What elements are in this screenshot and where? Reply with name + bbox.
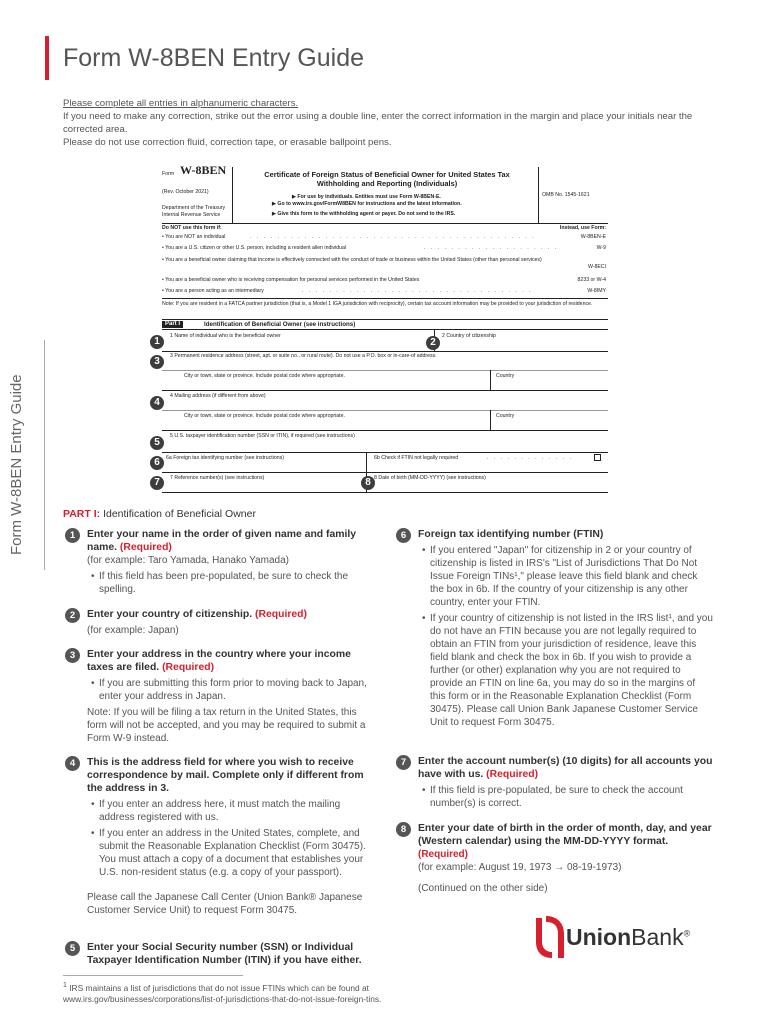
- form-line-4: 4 Mailing address (if different from above): [170, 393, 266, 399]
- instruction-item-4: [69, 756, 377, 917]
- instruction-number-7: 7: [396, 755, 411, 770]
- instruction-number-8: 8: [396, 822, 411, 837]
- instruction-1-example: (for example: Taro Yamada, Hanako Yamada): [87, 555, 289, 566]
- instruction-4-bullet-2: • If you enter an address in the United States, complete, and submit the Reasonable Explanation Checklist (Form 30475). You must attach a copy of a document that establishes your U.S. non-resident status (e.g. a copy of your passport).: [87, 827, 377, 879]
- sidebar-divider: [44, 340, 45, 570]
- title-accent-bar: [45, 36, 49, 80]
- instruction-1-bullet-1: • If this field has been pre-populated, be sure to check the spelling.: [87, 570, 377, 596]
- intro-line-3: Please do not use correction fluid, correction tape, or erasable ballpoint pens.: [63, 137, 392, 148]
- footnote: [63, 980, 483, 1005]
- form-row-5: • You are a person acting as an intermediary: [162, 288, 264, 294]
- instruction-number-1: 1: [65, 528, 80, 543]
- form-line-3b: City or town, state or province. Include postal code where appropriate.: [184, 373, 345, 379]
- form-line-7: 7 Reference number(s) (see instructions): [170, 475, 265, 481]
- instruction-number-4: 4: [65, 756, 80, 771]
- form-row-3: • You are a beneficial owner claiming that income is effectively connected with the conduct of trade or business within the United States (other than personal services): [162, 257, 542, 263]
- instruction-item-1: [69, 528, 377, 596]
- form-dept: Department of the Treasury Internal Revenue Service: [162, 205, 226, 218]
- section-name: Identification of Beneficial Owner: [103, 508, 256, 520]
- form-rev: (Rev. October 2021): [162, 189, 209, 195]
- form-line-5: 5 U.S. taxpayer identification number (SSN or ITIN), if required (see instructions): [170, 433, 355, 439]
- instruction-6-bullet-1: • If you entered "Japan" for citizenship in 2 or your country of citizenship is listed in IRS's "List of Jurisdictions That Do Not Issue Foreign TINs¹," please leave this field blank and check the box in 6b. If the country of your citizenship is any other country, enter your FTIN.: [418, 544, 713, 609]
- form-6b-checkbox: [594, 454, 601, 461]
- instruction-4-bullet-1: • If you enter an address here, it must match the mailing address registered with us.: [87, 798, 377, 824]
- form-line-4b: City or town, state or province. Include postal code where appropriate.: [184, 413, 345, 419]
- instruction-4-heading: This is the address field for where you wish to receive correspondence by mail. Complete only if different from the address in 3.: [87, 757, 364, 794]
- instruction-item-5: [69, 941, 377, 967]
- form-line-3: 3 Permanent residence address (street, apt. or suite no., or rural route). Do not use a P.O. box or in-care-of address.: [170, 353, 437, 359]
- logo-mark-left: [536, 918, 552, 958]
- instruction-3-bullet-1: • If you are submitting this form prior to moving back to Japan, enter your address in Japan.: [87, 677, 377, 703]
- intro-line-1: Please complete all entries in alphanumeric characters.: [63, 98, 299, 109]
- form-omb: OMB No. 1545-1621: [542, 192, 590, 198]
- required-label: (Required): [162, 662, 215, 673]
- instruction-8-heading: Enter your date of birth in the order of month, day, and year (Western calendar) using the MM-DD-YYYY format.: [418, 823, 712, 847]
- form-row-1-form: W-8BEN-E: [580, 234, 606, 240]
- section-prefix: PART I:: [63, 508, 101, 520]
- form-callout-5: 5: [150, 436, 164, 450]
- form-instead: Instead, use Form:: [559, 225, 606, 231]
- form-label: Form: [162, 171, 175, 177]
- instruction-2-heading: Enter your country of citizenship.: [87, 609, 253, 620]
- instruction-5-heading: Enter your Social Security number (SSN) or Individual Taxpayer Identification Number (ITIN) if you have either.: [87, 942, 362, 966]
- form-instr-3: ▶ Give this form to the withholding agent or payer. Do not send to the IRS.: [272, 211, 456, 217]
- instruction-7-bullet-1: • If this field is pre-populated, be sure to check the account number(s) is correct.: [418, 784, 713, 810]
- form-part-label: Part I: [162, 321, 183, 328]
- form-line-6a: 6a Foreign tax identifying number (see instructions): [166, 455, 284, 461]
- form-callout-7: 7: [150, 476, 164, 490]
- instruction-6-heading: Foreign tax identifying number (FTIN): [418, 529, 604, 540]
- form-row-4-form: 8233 or W-4: [577, 277, 606, 283]
- form-callout-4: 4: [150, 396, 164, 410]
- page-title: Form W-8BEN Entry Guide: [63, 44, 365, 72]
- instruction-4-note: Please call the Japanese Call Center (Union Bank® Japanese Customer Service Unit) to request Form 30475.: [87, 892, 363, 916]
- instruction-item-7: [400, 755, 713, 810]
- form-callout-1: 1: [150, 335, 164, 349]
- form-row-1: • You are NOT an individual: [162, 234, 226, 240]
- instruction-number-5: 5: [65, 941, 80, 956]
- form-line-2: 2 Country of citizenship: [442, 333, 496, 339]
- required-label: (Required): [255, 609, 307, 620]
- footnote-mark: 1: [63, 982, 67, 989]
- instruction-7-heading: Enter the account number(s) (10 digits) for all accounts you have with us.: [418, 756, 713, 780]
- instruction-item-2: [69, 608, 377, 637]
- instruction-3-heading: Enter your address in the country where your income taxes are filed.: [87, 649, 351, 673]
- intro-line-2: If you need to make any correction, strike out the error using a double line, enter the correct information in the margin and place your initials near the corrected area.: [63, 111, 693, 135]
- instruction-1-heading: Enter your name in the order of given name and family name.: [87, 529, 357, 553]
- instruction-item-3: [69, 648, 377, 745]
- form-name: W-8BEN: [180, 163, 227, 177]
- instruction-item-6: [400, 528, 713, 729]
- form-line-6b: 6b Check if FTIN not legally required: [374, 455, 459, 461]
- section-title: [63, 508, 256, 520]
- form-callout-2: 2: [426, 336, 440, 350]
- form-part-title: Identification of Beneficial Owner (see instructions): [204, 321, 356, 328]
- form-line-3-country: Country: [496, 373, 515, 379]
- form-w8ben-image: Form W-8BEN (Rev. October 2021) Department of the Treasury Internal Revenue Service Certificate of Foreign Status of Beneficial Owner for United States Tax Withholding and Reporting (Individuals) ▶ For use by individuals. Entities must use Form W-8BEN-E. ▶ Go to www.irs.gov/FormW8BEN for instructions and the latest information. ▶ Give this form to the withholding agent or payer. Do not send to the IRS. OMB No. 1545-1621 Do NOT use this form if: Instead, use Form: • You are NOT an individual . . . . . . . . . . . . . . . . . . . . . . . . . . . . . . . . . . . . . . . . . . W-8BEN-E • You are a U.S. citizen or other U.S. person, including a resident alien individual . . . . . . . . . . . . . . . . . . . . W-9 • You are a beneficial owner claiming that income is effectively connected with the conduct of trade or business within the United States (other than personal services) W-8ECI • You are a beneficial owner who is receiving compensation for personal services performed in the United States 8233 or W-4 • You are a person acting as an intermediary . . . . . . . . . . . . . . . . . . . . . . . . . . . . . . . . . . W-8IMY Note: If you are resident in a FATCA partner jurisdiction (that is, a Model 1 IGA jurisdiction with reciprocity), certain tax account information may be provided to your jurisdiction of residence. Part I Identification of Beneficial Owner (see instructions) 1 Name of individual who is the beneficial owner 2 Country of citizenship 3 Permanent residence address (street, apt. or suite no., or rural route). Do not use a P.O. box or in-care-of address. City or town, state or province. Include postal code where appropriate. Country 4 Mailing address (if different from above) City or town, state or province. Include postal code where appropriate. Country 5 U.S. taxpayer identification number (SSN or ITIN), if required (see instructions) 6a Foreign tax identifying number (see instructions) 6b Check if FTIN not legally required . . . . . . . . . . . . . 7 Reference number(s) (see instructions) 8 Date of birth (MM-DD-YYYY) (see instructions): [162, 167, 608, 497]
- form-donot: Do NOT use this form if:: [162, 225, 222, 231]
- form-row-5-form: W-8IMY: [587, 288, 606, 294]
- instruction-2-example: (for example: Japan): [87, 625, 179, 636]
- form-row-2: • You are a U.S. citizen or other U.S. person, including a resident alien individual: [162, 245, 347, 251]
- required-label: (Required): [418, 849, 468, 860]
- form-callout-8: 8: [361, 476, 375, 490]
- form-line-4-country: Country: [496, 413, 515, 419]
- form-note: Note: If you are resident in a FATCA partner jurisdiction (that is, a Model 1 IGA jurisdiction with reciprocity), certain tax account information may be provided to your jurisdiction of residence.: [162, 301, 593, 307]
- form-instr-2: ▶ Go to www.irs.gov/FormW8BEN for instructions and the latest information.: [272, 201, 462, 207]
- instruction-6-bullet-2: • If your country of citizenship is not listed in the IRS list¹, and you do not have an FTIN because you are not legally required to obtain an FTIN from your jurisdiction of residence, leave this field blank and check the box in 6b. If you wish to provide a further (or other) explanation why you are not required to provide an FTIN on line 6a, you may do so in the margins of this form or in the Reasonable Explanation Checklist (Form 30475). Please call Union Bank Japanese Customer Service Unit to request Form 30475.: [418, 612, 713, 729]
- form-line-8: 8 Date of birth (MM-DD-YYYY) (see instructions): [374, 475, 486, 481]
- form-callout-6: 6: [150, 456, 164, 470]
- instruction-item-8: [400, 822, 713, 895]
- instruction-number-6: 6: [396, 528, 411, 543]
- intro-text: [63, 97, 713, 149]
- form-row-4: • You are a beneficial owner who is receiving compensation for personal services performed in the United States: [162, 277, 420, 283]
- form-row-2-form: W-9: [596, 245, 606, 251]
- instruction-8-example: (for example: August 19, 1973 → 08-19-1973): [418, 862, 622, 873]
- side-title: Form W-8BEN Entry Guide: [8, 374, 25, 555]
- instruction-number-2: 2: [65, 608, 80, 623]
- form-title: Certificate of Foreign Status of Beneficial Owner for United States Tax Withholding and Reporting (Individuals): [264, 170, 510, 188]
- footnote-divider: [63, 975, 243, 976]
- continued-note: (Continued on the other side): [418, 883, 548, 894]
- form-line-1: 1 Name of individual who is the beneficial owner: [170, 333, 281, 339]
- form-callout-3: 3: [150, 355, 164, 369]
- instruction-number-3: 3: [65, 648, 80, 663]
- form-row-3-form: W-8ECI: [587, 264, 606, 270]
- form-instr-1: ▶ For use by individuals. Entities must use Form W-8BEN-E.: [292, 194, 441, 200]
- required-label: (Required): [486, 769, 539, 780]
- footnote-text: IRS maintains a list of jurisdictions that do not issue FTINs which can be found at www.irs.gov/businesses/corporations/list-of-jurisdictions-that-do-not-issue-foreign-tins.: [63, 982, 382, 1004]
- required-label: (Required): [119, 542, 172, 553]
- logo-wordmark: UnionBank®: [566, 924, 691, 950]
- instruction-3-note: Note: If you will be filing a tax return in the United States, this form will not be accepted, and you may be required to submit a Form W-9 instead.: [87, 707, 366, 744]
